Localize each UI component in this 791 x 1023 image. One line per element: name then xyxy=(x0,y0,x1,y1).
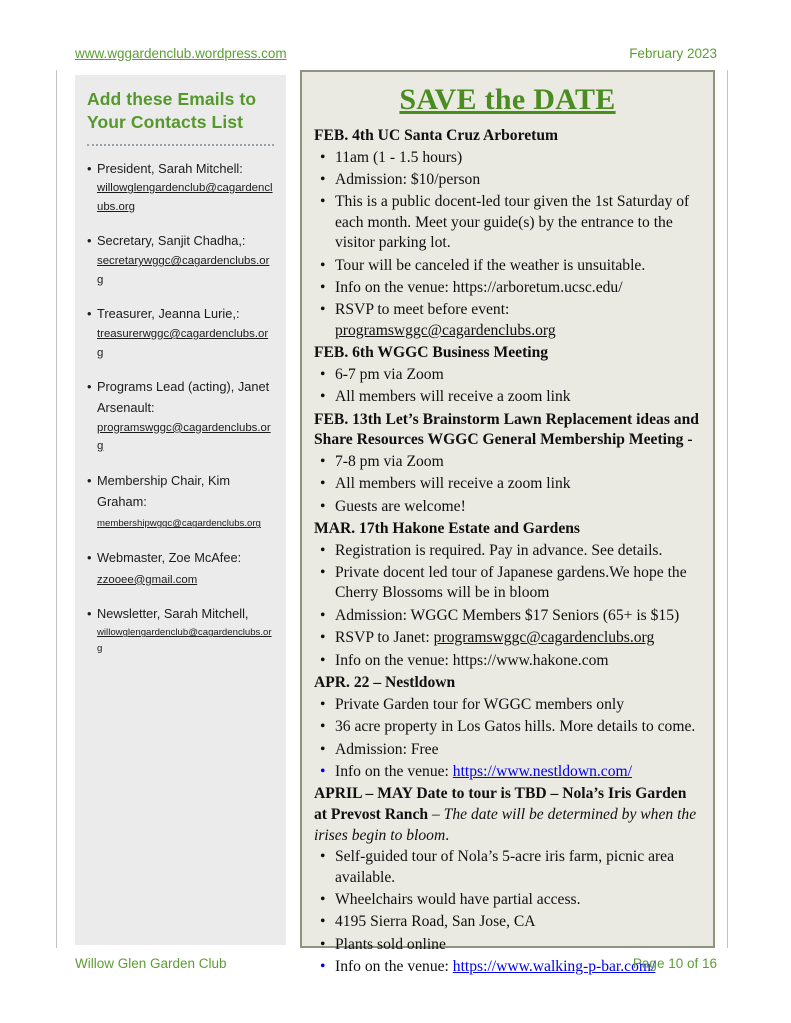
text-segment: 4195 Sierra Road, San Jose, CA xyxy=(335,913,536,931)
contact-item xyxy=(87,548,274,589)
event-bullet xyxy=(314,740,701,760)
event-bullet xyxy=(314,278,701,298)
text-segment: 11am (1 - 1.5 hours) xyxy=(335,148,463,166)
event-bullet xyxy=(314,541,701,561)
issue-date: February 2023 xyxy=(629,46,717,61)
contacts-list xyxy=(87,159,274,658)
venue-link[interactable]: programswggc@cagardenclubs.org xyxy=(433,629,655,647)
event-bullet-list xyxy=(314,452,701,517)
contact-label: Programs Lead (acting), Janet Arsenault: xyxy=(97,379,270,415)
text-segment: This is a public docent-led tour given the 1st Saturday of each month. Meet your guide(s) by the entrance to the visitor parking lot. xyxy=(335,193,690,252)
event-bullet xyxy=(314,912,701,932)
event-heading xyxy=(314,410,701,451)
contact-label: President, Sarah Mitchell: xyxy=(97,160,243,176)
contact-item xyxy=(87,471,274,533)
footer-page-number: Page 10 of 16 xyxy=(632,956,717,971)
event-heading xyxy=(314,784,701,846)
venue-link[interactable]: programswggc@cagardenclubs.org xyxy=(335,321,556,339)
event-bullet-list xyxy=(314,695,701,783)
text-segment: FEB. 4th UC Santa Cruz Arboretum xyxy=(314,127,559,144)
text-segment: APR. 22 – Nestldown xyxy=(314,674,456,692)
text-segment: Plants sold online xyxy=(335,935,446,953)
event-bullet xyxy=(314,717,701,737)
text-segment: FEB. 13th Let’s Brainstorm Lawn Replacement ideas and Share Resources WGGC General Membership Meeting - xyxy=(314,410,699,449)
event-heading xyxy=(314,673,701,694)
event-bullet xyxy=(314,474,701,494)
event-heading xyxy=(314,126,701,147)
email-link[interactable]: treasurerwggc@cagardenclubs.org xyxy=(97,328,269,359)
text-segment: MAR. 17th Hakone Estate and Gardens xyxy=(314,520,580,538)
text-segment: 7-8 pm via Zoom xyxy=(335,452,444,470)
text-segment: Registration is required. Pay in advance. See details. xyxy=(335,541,663,559)
text-segment: Guests are welcome! xyxy=(335,497,466,515)
text-segment: APRIL – MAY Date to tour is TBD – Nola’s Iris Garden at Prevost Ranch xyxy=(314,785,687,823)
text-segment: Wheelchairs would have partial access. xyxy=(335,890,581,908)
contact-item xyxy=(87,231,274,289)
contact-label: Secretary, Sanjit Chadha,: xyxy=(97,233,246,249)
event-bullet xyxy=(314,387,701,407)
text-segment: 36 acre property in Los Gatos hills. More details to come. xyxy=(335,718,696,736)
event-bullet xyxy=(314,651,701,671)
event-bullet xyxy=(314,890,701,910)
main-title: SAVE the DATE xyxy=(399,83,616,116)
email-link[interactable]: zzooee@gmail.com xyxy=(97,573,198,586)
text-segment: Private docent led tour of Japanese gardens.We hope the Cherry Blossoms will be in bloom xyxy=(335,564,687,602)
event-heading xyxy=(314,343,701,364)
event-bullet xyxy=(314,497,701,517)
left-vertical-rule xyxy=(56,70,57,948)
event-bullet xyxy=(314,365,701,385)
contact-label: Newsletter, Sarah Mitchell, xyxy=(97,606,249,622)
text-segment: Admission: WGGC Members $17 Seniors (65+ is $15) xyxy=(335,606,680,624)
text-segment: . xyxy=(445,826,450,844)
dotted-divider xyxy=(87,144,274,146)
event-bullet xyxy=(314,563,701,604)
contact-item xyxy=(87,304,274,362)
contact-item xyxy=(87,159,274,217)
text-segment: 6-7 pm via Zoom xyxy=(335,365,444,383)
email-link[interactable]: secretarywggc@cagardenclubs.org xyxy=(97,255,270,286)
event-bullet xyxy=(314,148,701,168)
sidebar-title: Add these Emails to Your Contacts List xyxy=(87,89,257,132)
text-segment: Admission: Free xyxy=(335,740,439,758)
event-bullet-list xyxy=(314,148,701,342)
text-segment: Private Garden tour for WGGC members only xyxy=(335,695,624,713)
contact-item xyxy=(87,377,274,456)
event-bullet xyxy=(314,256,701,276)
event-bullet xyxy=(314,452,701,472)
contact-item xyxy=(87,604,274,657)
text-segment: Self-guided tour of Nola’s 5-acre iris farm, picnic area available. xyxy=(335,848,675,886)
event-bullet xyxy=(314,628,701,648)
site-url-link[interactable]: www.wggardenclub.wordpress.com xyxy=(75,46,287,61)
text-segment: All members will receive a zoom link xyxy=(335,388,571,406)
text-segment: Info on the venue: xyxy=(335,762,453,780)
event-bullet xyxy=(314,762,701,782)
venue-link[interactable]: https://www.nestldown.com/ xyxy=(452,762,632,780)
text-segment: Info on the venue: https://arboretum.ucsc.edu/ xyxy=(335,279,623,297)
email-link[interactable]: membershipwggc@cagardenclubs.org xyxy=(97,518,261,530)
text-segment: RSVP to Janet: xyxy=(335,629,434,647)
event-bullet xyxy=(314,192,701,253)
event-heading xyxy=(314,519,701,540)
text-segment: Tour will be canceled if the weather is unsuitable. xyxy=(335,256,646,274)
event-bullet xyxy=(314,935,701,955)
contacts-sidebar xyxy=(75,75,286,945)
right-vertical-rule xyxy=(727,70,728,948)
email-link[interactable]: willowglengardenclub@cagardenclubs.org xyxy=(97,182,273,213)
text-segment: Info on the venue: xyxy=(335,958,453,976)
text-segment: Admission: $10/person xyxy=(335,171,481,188)
footer-club-name: Willow Glen Garden Club xyxy=(75,956,227,971)
event-bullet xyxy=(314,695,701,715)
text-segment: FEB. 6th WGGC Business Meeting xyxy=(314,344,549,362)
event-bullet xyxy=(314,170,701,190)
text-segment: All members will receive a zoom link xyxy=(335,475,571,493)
event-bullet xyxy=(314,606,701,626)
text-segment: Info on the venue: https://www.hakone.com xyxy=(335,651,609,669)
email-link[interactable]: programswggc@cagardenclubs.org xyxy=(97,421,271,453)
event-bullet-list xyxy=(314,541,701,671)
venue-link[interactable]: https://www.walking-p-bar.com/ xyxy=(452,958,656,976)
event-bullet xyxy=(314,300,701,341)
contact-label: Membership Chair, Kim Graham: xyxy=(97,472,230,509)
event-bullet-list xyxy=(314,365,701,408)
contact-label: Webmaster, Zoe McAfee: xyxy=(97,550,242,565)
events-list xyxy=(314,126,701,978)
email-link[interactable]: willowglengardenclub@cagardenclubs.org xyxy=(97,627,272,654)
text-segment: – xyxy=(428,805,444,823)
text-segment: The date will be determined by when the irises begin to bloom xyxy=(314,805,697,844)
event-bullet xyxy=(314,847,701,888)
text-segment: RSVP to meet before event: xyxy=(335,301,510,319)
contact-label: Treasurer, Jeanna Lurie,: xyxy=(97,306,240,322)
